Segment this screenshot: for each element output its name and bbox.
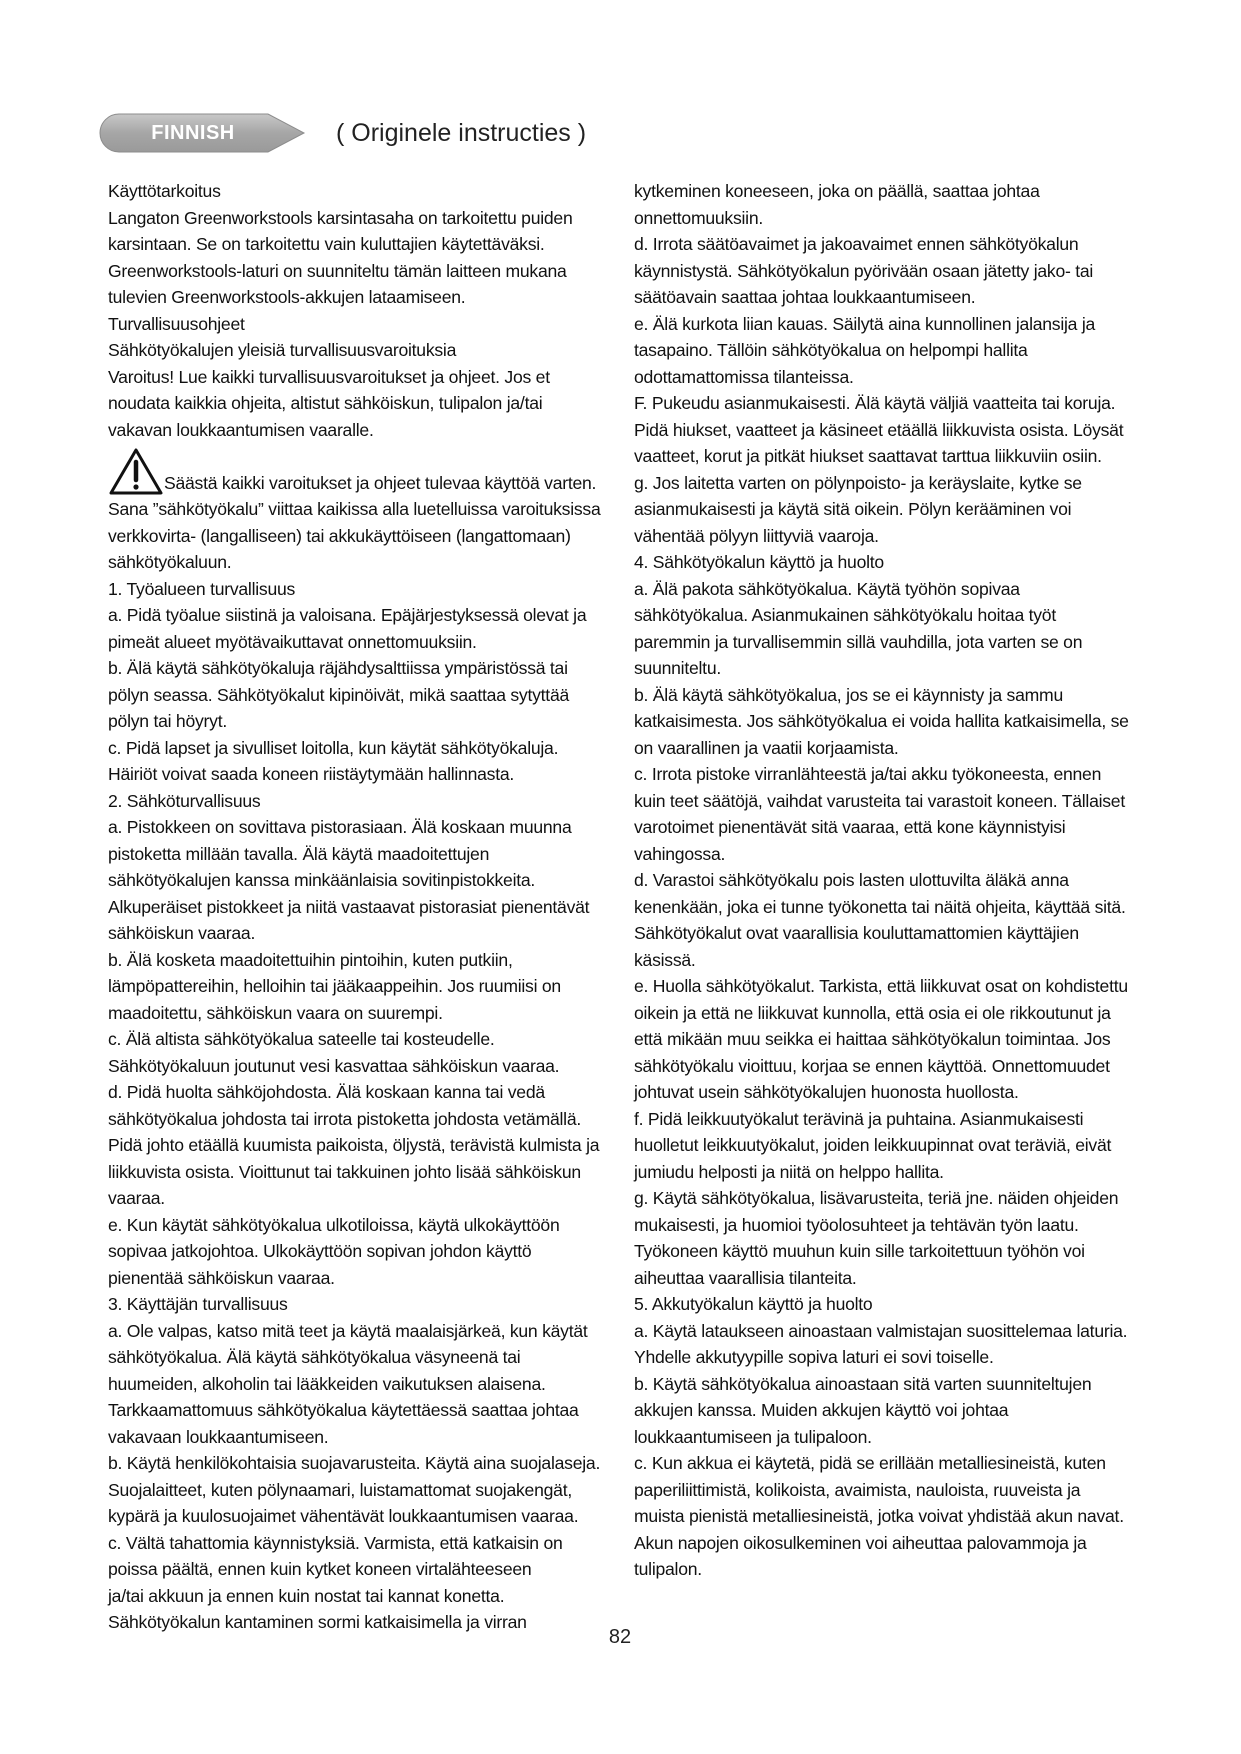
text-line: tulipalon. — [634, 1559, 702, 1579]
text-line — [108, 443, 628, 470]
text-line: b. Älä käytä sähkötyökalua, jos se ei käynnisty ja sammu — [634, 684, 1063, 705]
text-line: Työkoneen käyttö muuhun kuin sille tarkoitettuun työhön voi — [634, 1241, 1085, 1261]
text-line: Sähkötyökalujen yleisiä turvallisuusvaroituksia — [108, 340, 457, 360]
text-line: Säästä kaikki varoitukset ja ohjeet tulevaa käyttöä varten. — [108, 470, 628, 497]
text-line: e. Kun käytät sähkötyökalua ulkotiloissa, käytä ulkokäyttöön — [108, 1214, 560, 1235]
text-line: sopivaa jatkojohtoa. Ulkokäyttöön sopivan johdon käyttö — [108, 1241, 532, 1261]
text-line: pölyn seassa. Sähkötyökalut kipinöivät, mikä saattaa sytyttää — [108, 684, 570, 705]
text-line: aiheuttaa vaarallisia tilanteita. — [634, 1267, 857, 1288]
text-line: käsissä. — [634, 949, 696, 970]
text-line: Akun napojen oikosulkeminen voi aiheuttaa palovammoja ja — [634, 1532, 1087, 1553]
text-line: c. Vältä tahattomia käynnistyksiä. Varmista, että katkaisin on — [108, 1532, 563, 1553]
text-line: pienentää sähköiskun vaaraa. — [108, 1267, 335, 1288]
text-line: 5. Akkutyökalun käyttö ja huolto — [634, 1294, 873, 1314]
text-line: a. Käytä lataukseen ainoastaan valmistajan suosittelemaa laturia. — [634, 1320, 1128, 1341]
text-line: g. Käytä sähkötyökalua, lisävarusteita, teriä jne. näiden ohjeiden — [634, 1188, 1119, 1208]
text-line: kypärä ja kuulosuojaimet vähentävät loukkaantumisen vaaraa. — [108, 1506, 579, 1526]
text-line: tulevien Greenworkstools-akkujen lataamiseen. — [108, 287, 466, 307]
text-line: f. Pidä leikkuutyökalut terävinä ja puhtaina. Asianmukaisesti — [634, 1108, 1084, 1129]
text-line: b. Käytä henkilökohtaisia suojavarusteita. Käytä aina suojalaseja. — [108, 1453, 601, 1473]
text-line: 4. Sähkötyökalun käyttö ja huolto — [634, 552, 884, 572]
text-line: loukkaantumiseen ja tulipaloon. — [634, 1426, 872, 1447]
text-line: c. Pidä lapset ja sivulliset loitolla, kun käytät sähkötyökaluja. — [108, 737, 559, 758]
text-line: Alkuperäiset pistokkeet ja niitä vastaavat pistorasiat pienentävät — [108, 896, 590, 917]
text-line: d. Varastoi sähkötyökalu pois lasten ulottuvilta äläkä anna — [634, 870, 1069, 890]
page-number: 82 — [608, 1626, 632, 1648]
text-line: on vaarallinen ja vaatii korjaamista. — [634, 737, 899, 758]
text-line: muista pienistä metalliesineistä, jotka voivat yhdistää akun navat. — [634, 1506, 1124, 1526]
text-line: sähkötyökalua. Asianmukainen sähkötyökalu hoitaa työt — [634, 605, 1056, 625]
text-line: Langaton Greenworkstools karsintasaha on tarkoitettu puiden — [108, 207, 573, 228]
text-line: huumeiden, alkoholin tai lääkkeiden vaikutuksen alaisena. — [108, 1373, 546, 1394]
text-line: asianmukaisesti ja käytä sitä oikein. Pölyn kerääminen voi — [634, 499, 1072, 519]
text-line: verkkovirta- (langalliseen) tai akkukäyttöiseen (langattomaan) — [108, 525, 571, 546]
language-label: FINNISH — [151, 122, 235, 144]
text-line: Pidä johto etäällä kuumista paikoista, öljystä, terävistä kulmista ja — [108, 1135, 600, 1155]
text-line: a. Pistokkeen on sovittava pistorasiaan. Älä koskaan muunna — [108, 817, 572, 837]
text-line: Sähkötyökaluun joutunut vesi kasvattaa sähköiskun vaaraa. — [108, 1055, 560, 1076]
text-line: onnettomuuksiin. — [634, 207, 764, 228]
text-line: oikein ja että ne liikkuvat kunnolla, että osia ei ole rikkoutunut ja — [634, 1002, 1111, 1023]
text-line: Tarkkaamattomuus sähkötyökalua käytettäessä saattaa johtaa — [108, 1400, 579, 1420]
text-line: Varoitus! Lue kaikki turvallisuusvaroitukset ja ohjeet. Jos et — [108, 366, 550, 387]
text-line: Pidä hiukset, vaatteet ja käsineet etäällä liikkuvista osista. Löysät — [634, 419, 1124, 440]
text-line: maadoitettu, sähköiskun vaara on suurempi. — [108, 1002, 443, 1023]
text-line: a. Ole valpas, katso mitä teet ja käytä maalaisjärkeä, kun käytät — [108, 1320, 588, 1341]
text-line: g. Jos laitetta varten on pölynpoisto- ja keräyslaite, kytke se — [634, 472, 1082, 493]
text-line: 2. Sähköturvallisuus — [108, 790, 261, 811]
text-line: a. Pidä työalue siistinä ja valoisana. Epäjärjestyksessä olevat ja — [108, 605, 587, 625]
text-line: sähkötyökalujen kanssa minkäänlaisia sovitinpistokkeita. — [108, 870, 536, 890]
language-badge — [98, 112, 308, 154]
text-line: säätöavain saattaa johtaa loukkaantumiseen. — [634, 287, 976, 307]
text-line: liikkuvista osista. Vioittunut tai takkuinen johto lisää sähköiskun — [108, 1161, 581, 1182]
text-line: c. Irrota pistoke virranlähteestä ja/tai akku työkoneesta, ennen — [634, 764, 1102, 784]
text-line: vaatteet, korut ja pitkät hiukset saattavat tarttua liikkuviin osiin. — [634, 446, 1102, 466]
text-line: Suojalaitteet, kuten pölynaamari, luistamattomat suojakengät, — [108, 1479, 572, 1500]
text-line: e. Älä kurkota liian kauas. Säilytä aina kunnollinen jalansija ja — [634, 313, 1096, 334]
text-line: e. Huolla sähkötyökalut. Tarkista, että liikkuvat osat on kohdistettu — [634, 976, 1128, 996]
right-text-column — [634, 178, 1154, 1583]
text-line: vakavaan loukkaantumiseen. — [108, 1426, 329, 1447]
text-line: c. Kun akkua ei käytetä, pidä se erillään metalliesineistä, kuten — [634, 1453, 1106, 1473]
text-line: kuin teet säätöjä, vaihdat varusteita tai varastoit koneen. Tällaiset — [634, 790, 1125, 811]
text-line: huolletut leikkuutyökalut, joiden leikkuupinnat ovat teräviä, eivät — [634, 1135, 1112, 1155]
text-line: b. Älä kosketa maadoitettuihin pintoihin, kuten putkiin, — [108, 949, 513, 970]
text-line: vakavan loukkaantumisen vaaralle. — [108, 419, 374, 440]
text-line: ja/tai akkuun ja ennen kuin nostat tai kannat konetta. — [108, 1585, 505, 1606]
text-line: sähkötyökalua. Älä käytä sähkötyökalua väsyneenä tai — [108, 1347, 521, 1367]
text-line: karsintaan. Se on tarkoitettu vain kuluttajien käytettäväksi. — [108, 234, 545, 254]
text-line: mukaisesti, ja huomioi työolosuhteet ja tehtävän työn laatu. — [634, 1214, 1079, 1235]
text-line: tasapaino. Tällöin sähkötyökalua on helpompi hallita — [634, 340, 1028, 360]
text-line: suunniteltu. — [634, 658, 721, 678]
text-line: sähkötyökalu vioittuu, korjaa se ennen käyttöä. Onnettomuudet — [634, 1055, 1110, 1076]
text-line: odottamattomissa tilanteissa. — [634, 366, 854, 387]
text-line: Greenworkstools-laturi on suunniteltu tämän laitteen mukana — [108, 260, 567, 281]
text-line: sähkötyökaluun. — [108, 552, 232, 572]
text-line: pölyn tai höyryt. — [108, 711, 227, 731]
text-line: jumiudu helposti ja niitä on helppo hallita. — [634, 1161, 944, 1182]
text-line: kytkeminen koneeseen, joka on päällä, saattaa johtaa — [634, 181, 1040, 201]
text-line: pimeät alueet myötävaikuttavat onnettomuuksiin. — [108, 631, 477, 652]
text-line: d. Pidä huolta sähköjohdosta. Älä koskaan kanna tai vedä — [108, 1082, 545, 1102]
text-line: noudata kaikkia ohjeita, altistut sähköiskun, tulipalon ja/tai — [108, 393, 543, 413]
text-line: b. Älä käytä sähkötyökaluja räjähdysalttiissa ympäristössä tai — [108, 658, 568, 678]
text-line: F. Pukeudu asianmukaisesti. Älä käytä väljiä vaatteita tai koruja. — [634, 393, 1116, 413]
text-line: varotoimet pienentävät sitä vaaraa, että kone käynnistyisi — [634, 817, 1066, 837]
text-line: 3. Käyttäjän turvallisuus — [108, 1294, 288, 1314]
text-line: Yhdelle akkutyypille sopiva laturi ei sovi toiselle. — [634, 1347, 994, 1367]
subtitle: ( Originele instructies ) — [336, 119, 587, 147]
text-line: c. Älä altista sähkötyökalua sateelle tai kosteudelle. — [108, 1029, 495, 1049]
text-line: Sähkötyökalut ovat vaarallisia kouluttamattomien käyttäjien — [634, 923, 1079, 943]
text-line: poissa päältä, ennen kuin kytket koneen virtalähteeseen — [108, 1559, 532, 1579]
text-line: d. Irrota säätöavaimet ja jakoavaimet ennen sähkötyökalun — [634, 234, 1079, 254]
text-line: paremmin ja turvallisemmin sillä vauhdilla, jota varten se on — [634, 631, 1083, 652]
text-line: 1. Työalueen turvallisuus — [108, 578, 296, 599]
text-line: paperiliittimistä, kolikoista, avaimista, nauloista, ruuveista ja — [634, 1479, 1081, 1500]
text-line: vähentää pölyyn liittyviä vaaroja. — [634, 525, 879, 546]
text-line: että mikään muu seikka ei haittaa sähkötyökalun toimintaa. Jos — [634, 1029, 1111, 1049]
text-line: Käyttötarkoitus — [108, 181, 221, 201]
text-line: Sähkötyökalun kantaminen sormi katkaisimella ja virran — [108, 1612, 527, 1632]
text-line: Sana ”sähkötyökalu” viittaa kaikissa alla luetelluissa varoituksissa — [108, 499, 601, 519]
text-line: Turvallisuusohjeet — [108, 313, 245, 334]
text-line: b. Käytä sähkötyökalua ainoastaan sitä varten suunniteltujen — [634, 1373, 1092, 1394]
text-line: käynnistystä. Sähkötyökalun pyörivään osaan jätetty jako- tai — [634, 260, 1094, 281]
text-line: a. Älä pakota sähkötyökalua. Käytä työhön sopivaa — [634, 578, 1020, 599]
text-line: vaaraa. — [108, 1188, 165, 1208]
text-line: pistoketta millään tavalla. Älä käytä maadoitettujen — [108, 843, 490, 864]
text-line: Häiriöt voivat saada koneen riistäytymään hallinnasta. — [108, 764, 515, 784]
text-line: akkujen kanssa. Muiden akkujen käyttö voi johtaa — [634, 1400, 1009, 1420]
left-text-column — [108, 178, 628, 1636]
text-line: lämpöpattereihin, helloihin tai jääkaappeihin. Jos ruumiisi on — [108, 976, 561, 996]
text-line: johtuvat usein sähkötyökalujen huonosta huollosta. — [634, 1082, 1019, 1102]
warning-triangle-icon — [108, 446, 164, 496]
text-line: katkaisimesta. Jos sähkötyökalua ei voida hallita katkaisimella, se — [634, 711, 1129, 731]
text-line: kenenkään, joka ei tunne työkonetta tai näitä ohjeita, käyttää sitä. — [634, 896, 1126, 917]
text-line: sähköiskun vaaraa. — [108, 923, 256, 943]
text-line: sähkötyökalua johdosta tai irrota pistoketta johdosta vetämällä. — [108, 1108, 581, 1129]
text-line: vahingossa. — [634, 843, 726, 864]
